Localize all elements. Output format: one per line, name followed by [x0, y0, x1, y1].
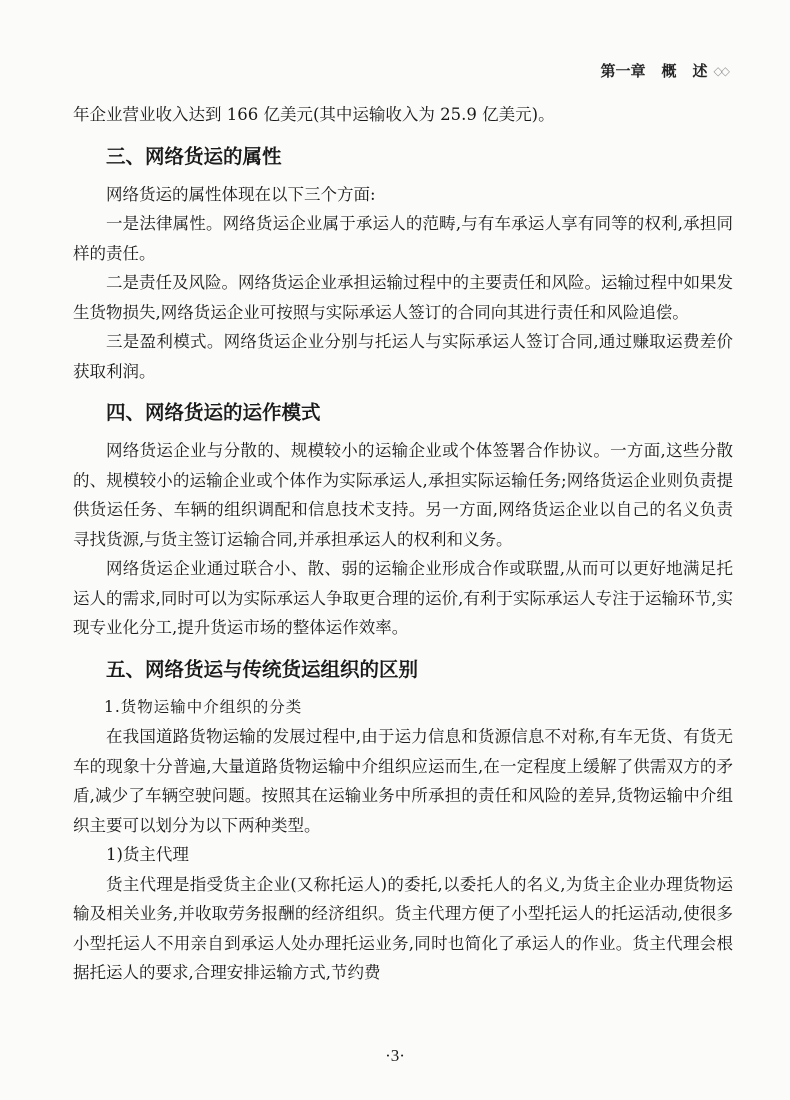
body-paragraph: 在我国道路货物运输的发展过程中,由于运力信息和货源信息不对称,有车无货、有货无车的现象十分普遍,大量道路货物运输中介组织应运而生,在一定程度上缓解了供需双方的矛盾,减少了车辆空驶问题。按照其在运输业务中所承担的责任和风险的差异,货物运输中介组织主要可以划分为以下两种类型。 — [73, 727, 733, 835]
subsection-heading: 1.货物运输中介组织的分类 — [104, 697, 303, 716]
diamond-ornament-icon: ◇◇ — [713, 63, 728, 78]
page-body — [73, 100, 733, 988]
body-paragraph: 网络货运企业通过联合小、散、弱的运输企业形成合作或联盟,从而可以更好地满足托运人的需求,同时可以为实际承运人争取更合理的运价,有利于实际承运人专注于运输环节,实现专业化分工,提升货运市场的整体运作效率。 — [73, 559, 733, 637]
body-paragraph: 货主代理是指受货主企业(又称托运人)的委托,以委托人的名义,为货主企业办理货物运输及相关业务,并收取劳务报酬的经济组织。货主代理方便了小型托运人的托运活动,使很多小型托运人不用亲自到承运人处办理托运业务,同时也简化了承运人的作业。货主代理会根据托运人的要求,合理安排运输方式,节约费 — [73, 874, 733, 982]
section-heading: 五、网络货运与传统货运组织的区别 — [106, 657, 419, 681]
chapter-title-char-1: 概 — [661, 62, 677, 80]
body-paragraph: 网络货运的属性体现在以下三个方面: — [106, 184, 376, 204]
body-text-continuation: 年企业营业收入达到 166 亿美元(其中运输收入为 25.9 亿美元)。 — [73, 105, 555, 124]
chapter-title-char-2: 述 — [692, 62, 708, 80]
section-heading: 三、网络货运的属性 — [106, 144, 282, 168]
running-header — [600, 60, 728, 81]
list-item-heading: 1)货主代理 — [106, 845, 189, 864]
body-paragraph: 二是责任及风险。网络货运企业承担运输过程中的主要责任和风险。运输过程中如果发生货物损失,网络货运企业可按照与实际承运人签订的合同向其进行责任和风险追偿。 — [73, 273, 733, 322]
body-paragraph: 三是盈利模式。网络货运企业分别与托运人与实际承运人签订合同,通过赚取运费差价获取利润。 — [73, 332, 733, 381]
page-number: ·3· — [385, 1046, 405, 1065]
body-paragraph: 网络货运企业与分散的、规模较小的运输企业或个体签署合作协议。一方面,这些分散的、规模较小的运输企业或个体作为实际承运人,承担实际运输任务;网络货运企业则负责提供货运任务、车辆的组织调配和信息技术支持。另一方面,网络货运企业以自己的名义负责寻找货源,与货主签订运输合同,并承担承运人的权利和义务。 — [73, 441, 733, 549]
body-paragraph: 一是法律属性。网络货运企业属于承运人的范畴,与有车承运人享有同等的权利,承担同样的责任。 — [73, 214, 733, 263]
chapter-label: 第一章 — [600, 62, 646, 80]
section-heading: 四、网络货运的运作模式 — [106, 401, 321, 424]
